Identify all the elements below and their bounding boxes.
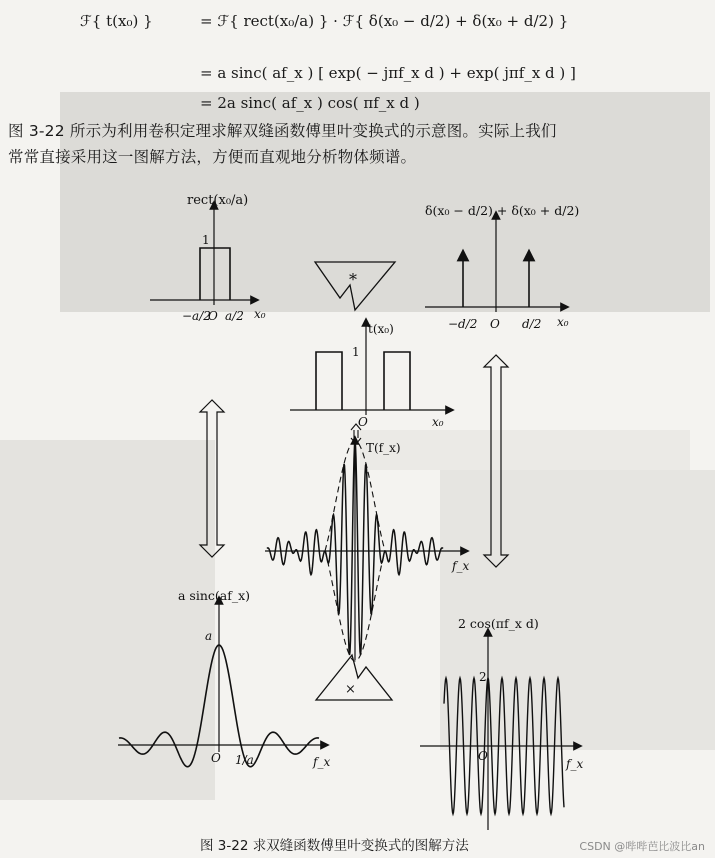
t-slit-right: [384, 352, 410, 410]
figure-caption: 图 3-22 求双缝函数傅里叶变换式的图解方法: [200, 838, 469, 854]
equation-2: = a sinc( af_x ) [ exp( − jπf_x d ) + exp( jπf_x d ) ]: [200, 64, 576, 82]
multiplication-symbol: [316, 655, 392, 700]
delta-axis-label: x₀: [557, 315, 569, 329]
T-title: T(f_x): [366, 441, 401, 455]
convolution-symbol: [315, 262, 395, 310]
t-panel: [290, 322, 450, 429]
multiplication-cross: ×: [345, 682, 356, 697]
rect-tick-origin: O: [208, 309, 218, 323]
delta-tick-neg: −d/2: [448, 317, 478, 331]
delta-tick-origin: O: [490, 317, 500, 331]
sinc-origin: O: [211, 751, 221, 765]
cos-title: 2 cos(πf_x d): [458, 616, 539, 631]
sinc-tick: 1/a: [235, 753, 254, 767]
t-slit-left: [316, 352, 342, 410]
sinc-axis-label: f_x: [313, 755, 331, 769]
delta-tick-pos: d/2: [522, 317, 542, 331]
rect-height-label: 1: [202, 233, 210, 247]
paragraph-line-2: 常常直接采用这一图解方法，方便而直观地分析物体频谱。: [8, 148, 417, 166]
rect-pulse: [200, 248, 230, 300]
csdn-watermark: CSDN @哔哔芭比波比an: [579, 840, 705, 853]
t-title: t(x₀): [368, 322, 394, 336]
delta-panel: [425, 203, 579, 331]
rect-tick-neg: −a/2: [182, 309, 211, 323]
paragraph-line-1: 图 3-22 所示为利用卷积定理求解双缝函数傅里叶变换式的示意图。实际上我们: [8, 122, 557, 140]
rect-title: rect(x₀/a): [187, 193, 249, 208]
left-fourier-arrow-icon: [200, 400, 224, 557]
T-panel: [265, 440, 469, 661]
t-height-label: 1: [352, 345, 360, 359]
cos-peak-label: 2: [479, 670, 487, 684]
sinc-title: a sinc(af_x): [178, 588, 251, 603]
sinc-peak-label: a: [205, 629, 213, 643]
rect-tick-pos: a/2: [225, 309, 244, 323]
right-fourier-arrow-icon: [484, 355, 508, 567]
t-origin: O: [358, 415, 368, 429]
cos-panel: [420, 616, 583, 830]
rect-panel: [150, 193, 266, 323]
rect-axis-label: x₀: [254, 307, 266, 321]
convolution-star: *: [349, 270, 357, 289]
sinc-panel: [118, 588, 330, 769]
cos-axis-label: f_x: [566, 757, 584, 771]
equation-1-rhs: = ℱ{ rect(x₀/a) } · ℱ{ δ(x₀ − d/2) + δ(x₀ + d/2) }: [200, 12, 569, 30]
equation-1-lhs: ℱ{ t(x₀) }: [80, 12, 153, 30]
equation-3: = 2a sinc( af_x ) cos( πf_x d ): [200, 94, 420, 112]
delta-title: δ(x₀ − d/2) + δ(x₀ + d/2): [425, 203, 580, 218]
T-axis-label: f_x: [452, 559, 470, 573]
cos-origin: O: [478, 749, 488, 763]
t-axis-label: x₀: [432, 415, 444, 429]
